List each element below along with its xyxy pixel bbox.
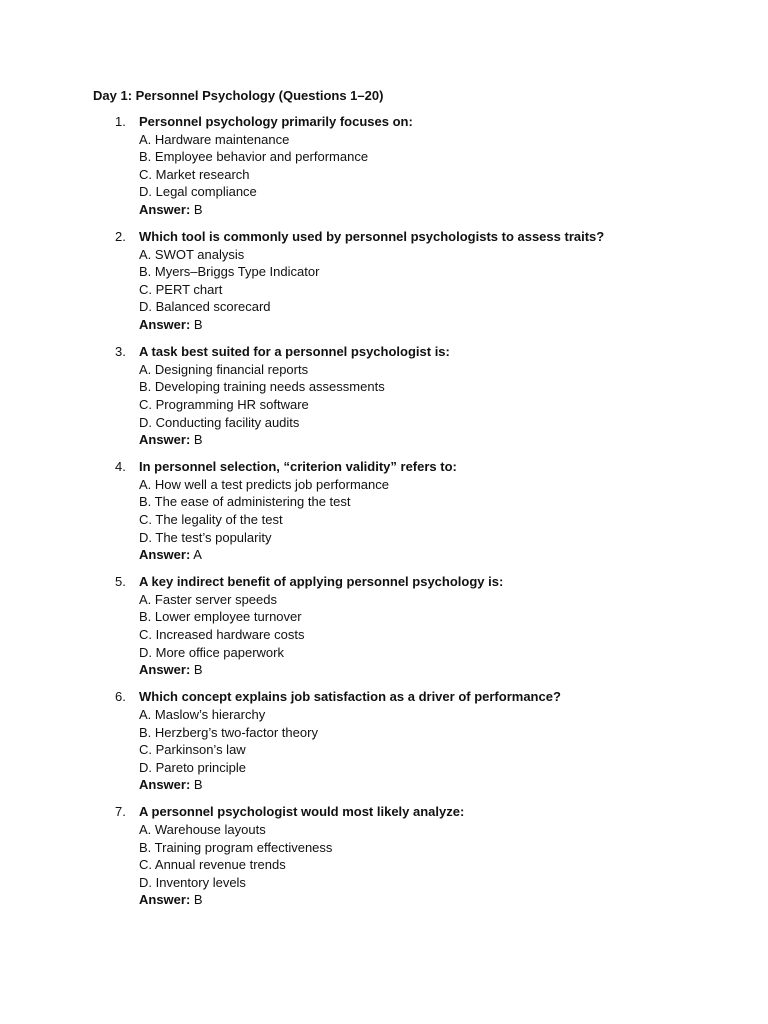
option-b: B. Employee behavior and performance (139, 149, 369, 165)
option-a: A. Maslow’s hierarchy (139, 706, 266, 722)
question-text: Which concept explains job satisfaction as a driver of performance? (139, 689, 561, 705)
question-item (93, 113, 768, 219)
question-number: 6. (115, 689, 126, 705)
question-item (93, 458, 768, 564)
answer-line (139, 316, 768, 334)
answer-line (139, 661, 768, 679)
answer-label: Answer: (139, 892, 191, 908)
question-item (93, 228, 768, 334)
question-item (93, 803, 768, 909)
option-b: B. Lower employee turnover (139, 609, 302, 625)
answer-line (139, 776, 768, 794)
answer-label: Answer: (139, 432, 191, 448)
option-a: A. Designing financial reports (139, 361, 309, 377)
question-number: 2. (115, 229, 126, 245)
question-text: A key indirect benefit of applying personnel psychology is: (139, 574, 504, 590)
option-c: C. Parkinson’s law (139, 742, 246, 758)
answer-value: B (193, 662, 203, 678)
option-b: B. Myers–Briggs Type Indicator (139, 264, 320, 280)
answer-value: B (193, 432, 203, 448)
option-c: C. PERT chart (139, 281, 223, 297)
answer-value: B (193, 317, 203, 333)
answer-line (139, 431, 768, 449)
option-d: D. More office paperwork (139, 644, 284, 660)
question-number: 1. (115, 114, 126, 129)
answer-value: A (193, 547, 202, 563)
option-b: B. Herzberg’s two-factor theory (139, 724, 318, 740)
option-b: B. Developing training needs assessments (139, 379, 385, 395)
option-c: C. Increased hardware costs (139, 627, 305, 643)
option-b: B. Training program effectiveness (139, 839, 333, 855)
question-list (93, 113, 768, 909)
option-a: A. Faster server speeds (139, 591, 277, 607)
answer-value: B (193, 201, 203, 217)
answer-line (139, 546, 768, 564)
answer-line (139, 201, 768, 219)
answer-value: B (193, 777, 203, 793)
option-c: C. The legality of the test (139, 511, 283, 527)
option-c: C. Programming HR software (139, 396, 309, 412)
option-c: C. Annual revenue trends (139, 857, 286, 873)
question-number: 5. (115, 574, 126, 590)
question-number: 3. (115, 344, 126, 360)
document-title: Day 1: Personnel Psychology (Questions 1–20) (93, 88, 384, 103)
question-number: 7. (115, 804, 126, 820)
answer-line (139, 891, 768, 909)
question-text: A task best suited for a personnel psychologist is: (139, 344, 450, 360)
option-a: A. Hardware maintenance (139, 131, 290, 147)
answer-label: Answer: (139, 201, 191, 217)
question-text: Which tool is commonly used by personnel psychologists to assess traits? (139, 229, 605, 245)
option-d: D. The test’s popularity (139, 529, 272, 545)
question-item (93, 343, 768, 449)
question-text: A personnel psychologist would most likely analyze: (139, 804, 465, 820)
answer-label: Answer: (139, 777, 191, 793)
option-b: B. The ease of administering the test (139, 494, 351, 510)
question-item (93, 573, 768, 679)
question-text: Personnel psychology primarily focuses on: (139, 114, 413, 129)
answer-value: B (193, 892, 203, 908)
option-a: A. Warehouse layouts (139, 821, 266, 837)
option-d: D. Balanced scorecard (139, 299, 271, 315)
option-d: D. Legal compliance (139, 184, 257, 200)
answer-label: Answer: (139, 662, 191, 678)
option-d: D. Pareto principle (139, 759, 246, 775)
option-d: D. Inventory levels (139, 874, 246, 890)
answer-label: Answer: (139, 317, 191, 333)
question-number: 4. (115, 459, 126, 475)
option-a: A. How well a test predicts job performance (139, 476, 389, 492)
option-a: A. SWOT analysis (139, 246, 245, 262)
question-text: In personnel selection, “criterion validity” refers to: (139, 459, 457, 475)
question-item (93, 688, 768, 794)
option-c: C. Market research (139, 166, 250, 182)
option-d: D. Conducting facility audits (139, 414, 300, 430)
answer-label: Answer: (139, 547, 191, 563)
